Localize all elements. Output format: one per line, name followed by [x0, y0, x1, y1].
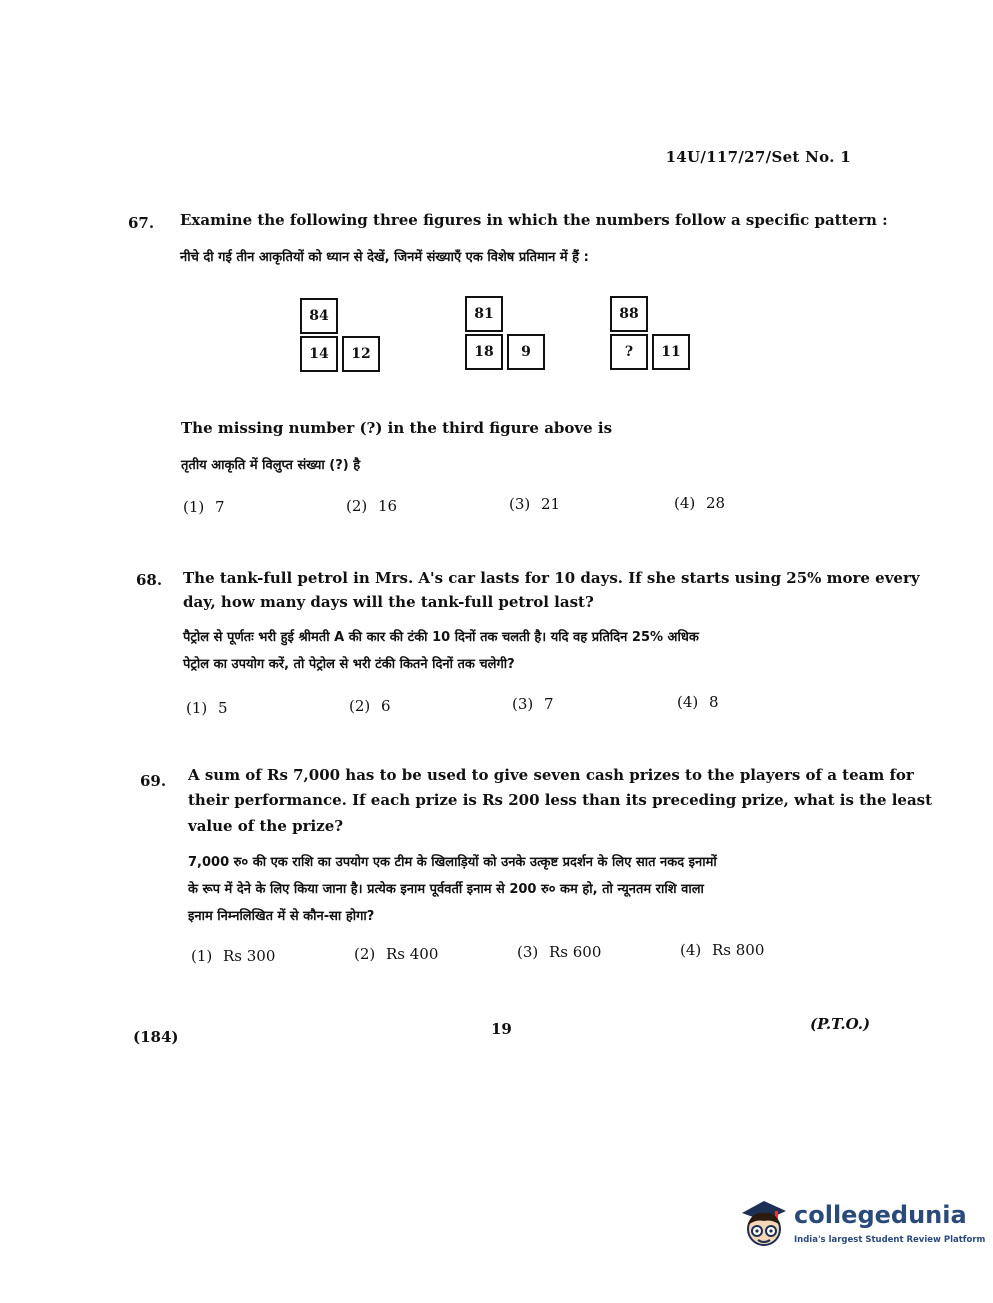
- figure-cell: 81: [465, 296, 503, 332]
- q69-text-hi-3: इनाम निम्नलिखित में से कौन-सा होगा?: [188, 909, 375, 924]
- option-value: 6: [381, 697, 391, 715]
- q67-number: 67.: [128, 214, 155, 232]
- mascot-icon: [738, 1195, 790, 1255]
- figure-cell: 14: [300, 336, 338, 372]
- option-value: 28: [706, 494, 726, 512]
- q67-option-4[interactable]: [674, 494, 725, 512]
- q67-option-1[interactable]: [183, 498, 225, 516]
- q69-text-hi-2: के रूप में देने के लिए किया जाना है। प्रत्येक इनाम पूर्ववर्ती इनाम से 200 रु० कम हो, तो न्यूनतम राशि वाला: [188, 882, 704, 897]
- q68-option-2[interactable]: [349, 697, 391, 715]
- option-number: (1): [183, 498, 205, 516]
- figure-cell: 84: [300, 298, 338, 334]
- q69-number: 69.: [140, 772, 167, 790]
- q69-option-1[interactable]: [191, 947, 275, 965]
- figure-cell: 18: [465, 334, 503, 370]
- option-value: 5: [218, 699, 228, 717]
- q69-text-hi-1: 7,000 रु० की एक राशि का उपयोग एक टीम के खिलाड़ियों को उनके उत्कृष्ट प्रदर्शन के लिए सात नकद इनामों: [188, 855, 717, 870]
- q69-text-en-3: value of the prize?: [188, 817, 344, 835]
- q67-prompt-en: The missing number (?) in the third figure above is: [181, 419, 613, 437]
- q67-option-3[interactable]: [509, 495, 560, 513]
- option-number: (2): [354, 945, 376, 963]
- q67-option-2[interactable]: [346, 497, 397, 515]
- option-number: (2): [346, 497, 368, 515]
- option-number: (1): [186, 699, 208, 717]
- collegedunia-logo: [738, 1195, 986, 1259]
- figure-cell: ?: [610, 334, 648, 370]
- q68-text-en-1: The tank-full petrol in Mrs. A's car lasts for 10 days. If she starts using 25% more every: [183, 569, 920, 587]
- option-value: Rs 800: [712, 941, 765, 959]
- option-number: (3): [517, 943, 539, 961]
- option-number: (2): [349, 697, 371, 715]
- q68-number: 68.: [136, 571, 163, 589]
- q69-option-3[interactable]: [517, 943, 601, 961]
- q69-option-4[interactable]: [680, 941, 764, 959]
- q69-text-en-2: their performance. If each prize is Rs 200 less than its preceding prize, what is the least: [188, 791, 933, 809]
- figure-cell: 88: [610, 296, 648, 332]
- paper-code: (184): [133, 1028, 179, 1046]
- figure-cell: 11: [652, 334, 690, 370]
- q67-prompt-hi: तृतीय आकृति में विलुप्त संख्या (?) है: [181, 458, 361, 473]
- option-value: 8: [709, 693, 719, 711]
- option-value: Rs 300: [223, 947, 276, 965]
- q69-option-2[interactable]: [354, 945, 438, 963]
- q68-text-en-2: day, how many days will the tank-full petrol last?: [183, 593, 594, 611]
- option-value: Rs 400: [386, 945, 439, 963]
- option-number: (4): [674, 494, 696, 512]
- option-number: (3): [509, 495, 531, 513]
- option-value: 7: [544, 695, 554, 713]
- q68-option-4[interactable]: [677, 693, 719, 711]
- option-number: (4): [677, 693, 699, 711]
- set-code: 14U/117/27/Set No. 1: [665, 148, 851, 166]
- option-value: Rs 600: [549, 943, 602, 961]
- q68-option-1[interactable]: [186, 699, 228, 717]
- option-value: 7: [215, 498, 225, 516]
- option-number: (4): [680, 941, 702, 959]
- q69-text-en-1: A sum of Rs 7,000 has to be used to give seven cash prizes to the players of a team for: [188, 766, 914, 784]
- q67-text-hi: नीचे दी गई तीन आकृतियों को ध्यान से देखें, जिनमें संख्याएँ एक विशेष प्रतिमान में हैं :: [180, 250, 589, 265]
- option-value: 21: [541, 495, 561, 513]
- q68-option-3[interactable]: [512, 695, 554, 713]
- q68-text-hi-2: पेट्रोल का उपयोग करें, तो पेट्रोल से भरी टंकी कितने दिनों तक चलेगी?: [183, 657, 515, 672]
- logo-wordmark: collegedunia: [794, 1201, 967, 1229]
- figure-cell: 9: [507, 334, 545, 370]
- page-number: 19: [491, 1020, 512, 1038]
- logo-tagline: India's largest Student Review Platform: [794, 1235, 986, 1245]
- pto-label: (P.T.O.): [810, 1015, 871, 1033]
- option-number: (3): [512, 695, 534, 713]
- figure-cell: 12: [342, 336, 380, 372]
- option-number: (1): [191, 947, 213, 965]
- q68-text-hi-1: पैट्रोल से पूर्णतः भरी हुई श्रीमती A की कार की टंकी 10 दिनों तक चलती है। यदि वह प्रतिदिन 25% अधिक: [183, 630, 699, 645]
- q67-text-en: Examine the following three figures in which the numbers follow a specific pattern :: [180, 211, 888, 229]
- option-value: 16: [378, 497, 398, 515]
